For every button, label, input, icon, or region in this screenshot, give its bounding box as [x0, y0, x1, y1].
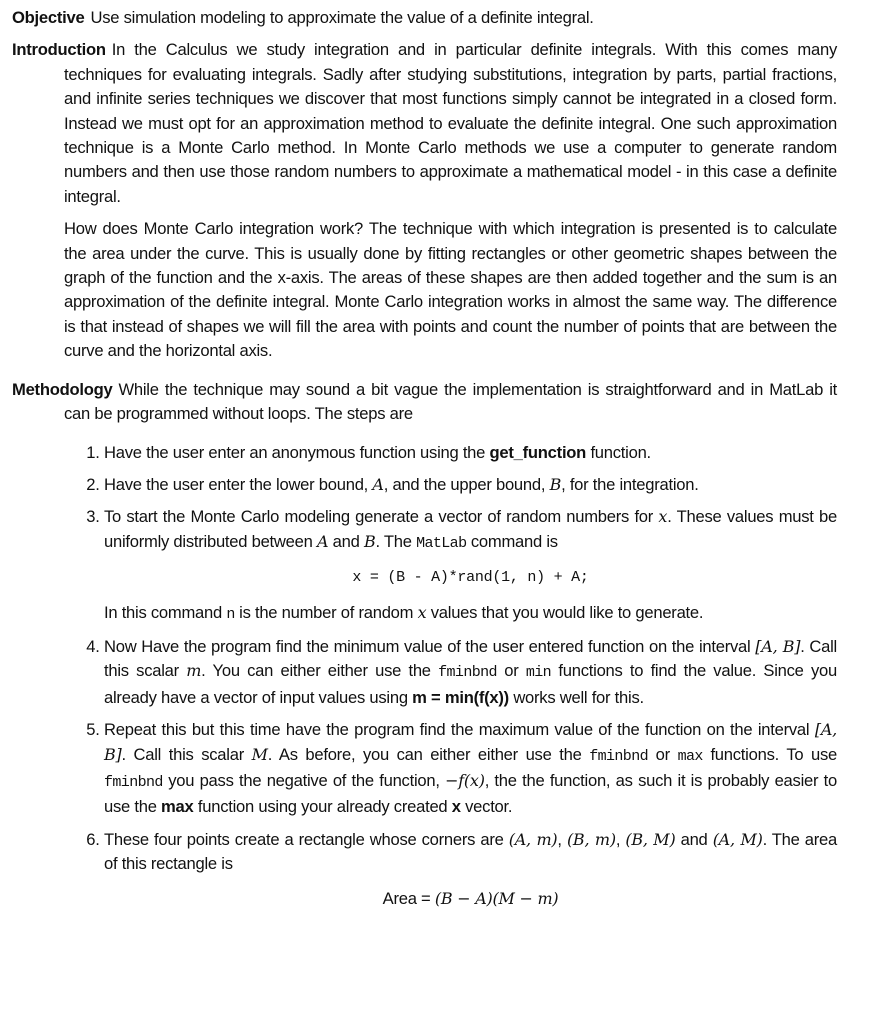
step-text [104, 830, 837, 873]
text-run: , and the upper bound, [383, 474, 550, 494]
introduction-paragraph-2 [12, 217, 837, 363]
area-formula [12, 887, 837, 911]
text-run: . The area of this rectangle is [104, 829, 837, 874]
math-expression: M [251, 744, 268, 764]
math-expression: (B, M) [625, 829, 676, 849]
text-run: In this command [104, 602, 227, 622]
text-run: Area = [382, 888, 435, 908]
step-item [104, 505, 837, 627]
math-expression: [A, B] [755, 636, 801, 656]
text-run: functions. To use [702, 744, 837, 764]
step-note [104, 601, 837, 627]
code-text: max [677, 747, 703, 765]
step-text [104, 507, 837, 550]
text-run: and [328, 531, 364, 551]
paragraph-text [64, 380, 837, 423]
code-text: min [525, 664, 552, 682]
bold-text: x [451, 797, 461, 817]
text-run: or [648, 744, 678, 764]
text-run: , [557, 829, 567, 849]
objective-heading: Objective [12, 8, 85, 27]
paragraph-text [90, 8, 593, 27]
code-text: fminbnd [104, 773, 163, 791]
methodology-section [12, 378, 837, 911]
paragraph-text [64, 219, 837, 360]
text-run: . As before, you can either either use the [267, 744, 590, 764]
math-expression: A [316, 531, 329, 551]
text-run: and [675, 829, 713, 849]
math-expression: −f(x) [445, 770, 485, 790]
math-expression: A [372, 474, 384, 494]
step-item [104, 828, 837, 911]
steps-list [12, 441, 837, 912]
step-text [104, 637, 837, 707]
step-text [104, 475, 699, 494]
methodology-paragraph [12, 378, 837, 427]
text-run: command is [466, 531, 558, 551]
bold-text: get_function [489, 442, 587, 462]
math-expression: (A, m) [508, 829, 558, 849]
math-expression: (B, m) [566, 829, 616, 849]
code-text: fminbnd [438, 664, 497, 682]
math-expression: [A, B] [104, 720, 837, 764]
math-expression: (B − A)(M − m) [434, 888, 559, 908]
text-run: functions to find the value. Since you already have a vector of input values using [104, 661, 837, 707]
step-item [104, 473, 837, 497]
objective-paragraph [12, 6, 837, 30]
math-expression: (A, M) [712, 829, 763, 849]
text-run: In the Calculus we study integration and in particular definite integrals. With this comes many techniques for evaluating integrals. Sadly after studying substitutions, integration by parts, partial fractions, and infinite series techniques we discover that most functions simply cannot be integrated in a closed form. Instead we must opt for an approximation method to evaluate the definite integral. One such approximation technique is a Monte Carlo method. In Monte Carlo methods we use a computer to generate random numbers and then use those random numbers to approximate a mathematical model - in this case a definite integral. [64, 40, 837, 206]
text-run: , [615, 829, 626, 849]
math-expression: x [658, 507, 668, 527]
text-run: function using your already created [193, 797, 452, 817]
code-text: MatLab [416, 534, 467, 552]
text-run: Now Have the program find the minimum value of the user entered function on the interval [104, 636, 756, 656]
text-run: Use simulation modeling to approximate the value of a definite integral. [90, 8, 594, 27]
text-run: values that you would like to generate. [426, 602, 704, 622]
text-run: , for the integration. [561, 474, 699, 494]
step-item [104, 441, 837, 465]
text-run: These four points create a rectangle whose corners are [104, 829, 509, 849]
text-run: , the the function, as such it is probably easier to use the [104, 770, 837, 817]
bold-text: max [161, 797, 194, 817]
math-expression: m [186, 661, 202, 681]
code-text: fminbnd [589, 747, 649, 765]
step-text [104, 720, 837, 816]
methodology-heading: Methodology [12, 379, 113, 399]
text-run: Repeat this but this time have the program find the maximum value of the function on the interval [104, 720, 815, 740]
text-run: . Call this scalar [104, 636, 837, 681]
text-run: How does Monte Carlo integration work? The technique with which integration is presented is to calculate the area under the curve. This is usually done by fitting rectangles or other geometric shapes between the graph of the function and the x-axis. The areas of these shapes are then added together and the sum is an approximation of the definite integral. Monte Carlo integration works in almost the same way. The difference is that instead of shapes we will fill the area with points and count the number of points that are between the curve and the horizontal axis. [64, 219, 837, 361]
text-run: . The [375, 531, 417, 551]
math-expression: x [417, 602, 427, 622]
text-run: Have the user enter the lower bound, [104, 474, 373, 494]
text-run: vector. [460, 797, 513, 817]
text-run: works well for this. [508, 687, 644, 707]
text-run: function. [586, 442, 651, 462]
math-expression: B [549, 474, 562, 494]
text-run: . These values must be uniformly distributed between [104, 507, 837, 551]
step-item [104, 718, 837, 820]
introduction-paragraph-1 [12, 38, 837, 209]
text-run: or [496, 661, 526, 681]
code-text: n [226, 605, 235, 623]
text-run: . Call this scalar [121, 744, 252, 764]
introduction-section [12, 38, 837, 363]
text-run: is the number of random [234, 602, 418, 622]
text-run: Have the user enter an anonymous function using the [104, 442, 490, 462]
step-text [104, 443, 651, 462]
text-run: To start the Monte Carlo modeling generate a vector of random numbers for [104, 507, 659, 527]
bold-text: m = min(f(x)) [412, 687, 509, 707]
step-item [104, 635, 837, 710]
code-display: x = (B - A)*rand(1, n) + A; [352, 569, 589, 587]
text-run: . You can either either use the [201, 661, 439, 681]
introduction-heading: Introduction [12, 40, 106, 60]
math-expression: B [363, 531, 376, 551]
paragraph-text [64, 40, 837, 205]
text-run: While the technique may sound a bit vague the implementation is straightforward and in MatLab it can be programmed without loops. The steps are [64, 379, 837, 424]
text-run: you pass the negative of the function, [162, 770, 446, 790]
